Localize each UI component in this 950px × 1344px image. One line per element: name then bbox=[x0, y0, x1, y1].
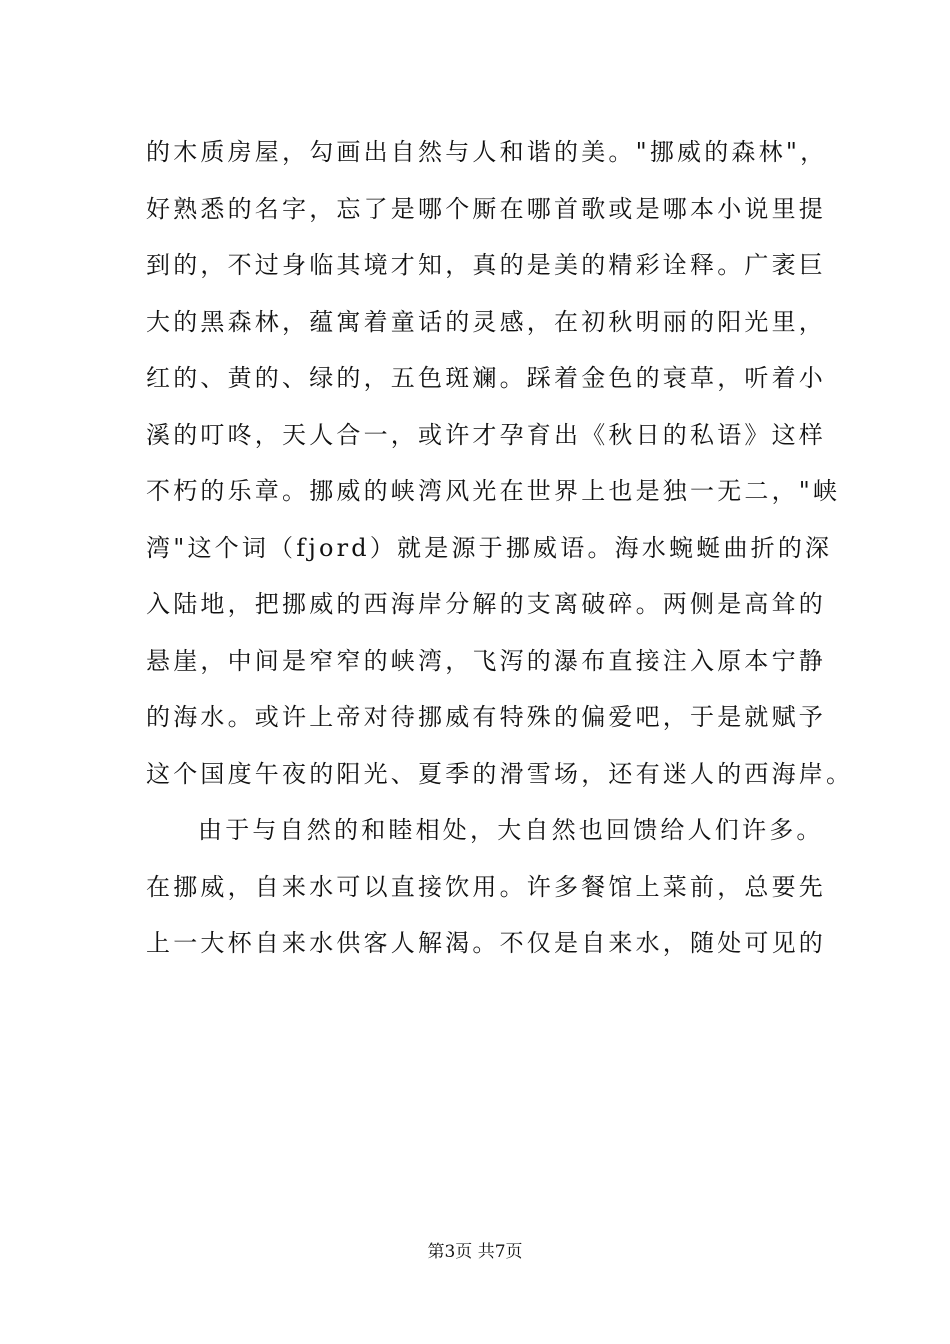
paragraph-start-line: 由于与自然的和睦相处，大自然也回馈给人们许多。 bbox=[198, 816, 824, 844]
text-line: 溪的叮咚，天人合一，或许才孕育出《秋日的私语》这样 bbox=[146, 420, 826, 449]
text-line: 大的黑森林，蕴寓着童话的灵感，在初秋明丽的阳光里， bbox=[146, 307, 826, 336]
page-footer: 第3页 共7页 bbox=[427, 1242, 523, 1262]
text-line: 好熟悉的名字，忘了是哪个厮在哪首歌或是哪本小说里提 bbox=[146, 194, 826, 223]
text-line: 这个国度午夜的阳光、夏季的滑雪场，还有迷人的西海岸。 bbox=[146, 759, 854, 788]
text-line: 的海水。或许上帝对待挪威有特殊的偏爱吧，于是就赋予 bbox=[146, 703, 826, 731]
text-line: 红的、黄的、绿的，五色斑斓。踩着金色的衰草，听着小 bbox=[146, 364, 826, 392]
body-text bbox=[146, 124, 854, 972]
text-line: 到的，不过身临其境才知，真的是美的精彩诠释。广袤巨 bbox=[146, 251, 826, 279]
text-line: 在挪威，自来水可以直接饮用。许多餐馆上菜前，总要先 bbox=[146, 872, 826, 901]
text-line: 上一大杯自来水供客人解渴。不仅是自来水，随处可见的 bbox=[146, 929, 826, 957]
text-line: 的木质房屋，勾画出自然与人和谐的美。"挪威的森林"， bbox=[146, 138, 828, 166]
text-line: 湾"这个词（fjord）就是源于挪威语。海水蜿蜒曲折的深 bbox=[146, 533, 833, 562]
text-line: 悬崖，中间是窄窄的峡湾，飞泻的瀑布直接注入原本宁静 bbox=[146, 646, 826, 675]
text-line: 不朽的乐章。挪威的峡湾风光在世界上也是独一无二，"峡 bbox=[146, 477, 841, 505]
text-line: 入陆地，把挪威的西海岸分解的支离破碎。两侧是高耸的 bbox=[146, 590, 826, 618]
